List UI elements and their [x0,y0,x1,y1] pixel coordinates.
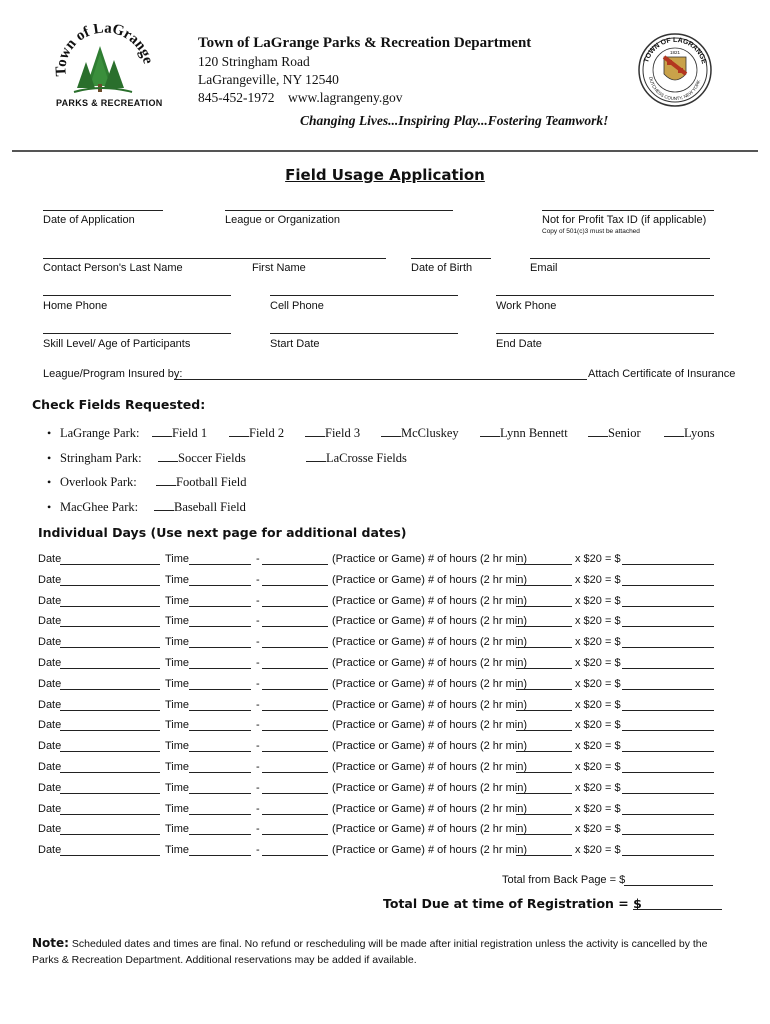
time-start-input[interactable] [189,606,251,607]
bullet-icon: • [47,475,52,489]
time-end-input[interactable] [262,793,328,794]
time-start-input[interactable] [189,564,251,565]
tax-id-note: Copy of 501(c)3 must be attached [542,228,640,235]
time-end-input[interactable] [262,814,328,815]
time-end-input[interactable] [262,751,328,752]
dash: - [256,823,260,836]
date-label: Date [38,802,62,815]
department-title: Town of LaGrange Parks & Recreation Department [198,35,532,51]
field-option[interactable] [381,426,459,441]
hours-input[interactable] [516,647,572,648]
practice-game-label: (Practice or Game) # of hours (2 hr min) [332,823,528,836]
field-option-label: McCluskey [401,426,459,440]
time-label: Time [165,573,190,586]
field-option[interactable] [588,426,641,441]
time-end-input[interactable] [262,710,328,711]
date-label: Date [38,761,62,773]
field-option-label: Lynn Bennett [500,426,568,440]
first-name-label: First Name [252,262,306,274]
checkbox-blank[interactable] [588,426,608,437]
tagline: Changing Lives...Inspiring Play...Fostering Teamwork! [300,113,609,128]
time-end-input[interactable] [262,564,328,565]
field-option-label: Field 2 [249,426,285,440]
field-option-label: Soccer Fields [178,451,246,465]
amount-input[interactable] [622,689,714,690]
date-of-application-field[interactable] [43,210,163,211]
email-field[interactable] [530,258,710,259]
time-end-input[interactable] [262,585,328,586]
field-option-label: Senior [608,426,641,440]
date-label: Date [38,615,62,628]
practice-game-label: (Practice or Game) # of hours (2 hr min) [332,615,528,628]
time-end-input[interactable] [262,855,328,856]
date-input[interactable] [60,710,160,711]
date-input[interactable] [60,689,160,690]
amount-input[interactable] [622,668,714,669]
email-label: Email [530,262,558,274]
amount-input[interactable] [622,585,714,586]
total-back-page-label: Total from Back Page = $ [502,874,626,886]
logo-arc-text: Town of LaGrang [53,24,152,77]
hours-input[interactable] [516,772,572,773]
seal-top-text: TOWN OF LAGRANGE [643,36,708,65]
date-label: Date [38,698,62,711]
bullet-icon: • [47,451,52,465]
end-date-label: End Date [496,338,542,350]
time-start-input[interactable] [189,855,251,856]
field-option-label: Lyons [684,426,715,440]
time-end-input[interactable] [262,626,328,627]
amount-input[interactable] [622,606,714,607]
amount-input[interactable] [622,814,714,815]
phone-website: 845-452-1972 www.lagrangeny.gov [198,90,403,105]
time-end-input[interactable] [262,772,328,773]
rate-label: x $20 = $ [575,802,621,815]
dash: - [256,657,260,669]
day-row [38,574,728,588]
amount-input[interactable] [622,564,714,565]
amount-input[interactable] [622,793,714,794]
amount-input[interactable] [622,710,714,711]
date-label: Date [38,781,62,794]
address-line-2: LaGrangeville, NY 12540 [198,72,339,87]
time-start-input[interactable] [189,647,251,648]
header-divider [12,150,758,152]
field-option-label: Baseball Field [174,500,246,514]
logo-subtitle: PARKS & RECREATION [56,98,163,108]
park-name: Stringham Park: [60,451,142,465]
practice-game-label: (Practice or Game) # of hours (2 hr min) [332,844,528,857]
end-date-field[interactable] [496,333,714,334]
date-label: Date [38,823,62,836]
rate-label: x $20 = $ [575,615,621,628]
cell-phone-label: Cell Phone [270,300,324,312]
seal-year: 1821 [669,50,681,55]
date-input[interactable] [60,751,160,752]
form-title: Field Usage Application [285,166,485,184]
work-phone-field[interactable] [496,295,714,296]
tax-id-field[interactable] [542,210,714,211]
practice-game-label: (Practice or Game) # of hours (2 hr min) [332,677,528,690]
time-label: Time [165,761,190,773]
date-label: Date [38,844,62,857]
cell-phone-field[interactable] [270,295,458,296]
day-row [38,740,728,754]
time-end-input[interactable] [262,668,328,669]
total-due-label: Total Due at time of Registration = $ [383,896,642,911]
hours-input[interactable] [516,710,572,711]
checkbox-blank[interactable] [664,426,684,437]
contact-name-field[interactable] [43,258,386,259]
date-of-application-label: Date of Application [43,214,135,226]
field-option-label: Football Field [176,475,247,489]
league-organization-label: League or Organization [225,214,340,226]
time-label: Time [165,553,190,565]
time-end-input[interactable] [262,730,328,731]
time-end-input[interactable] [262,647,328,648]
date-input[interactable] [60,564,160,565]
note [32,935,722,968]
dash: - [256,719,260,732]
practice-game-label: (Practice or Game) # of hours (2 hr min) [332,594,528,607]
time-label: Time [165,781,190,794]
dash: - [256,553,260,565]
park-name: MacGhee Park: [60,500,139,514]
hours-input[interactable] [516,834,572,835]
home-phone-field[interactable] [43,295,231,296]
day-row [38,761,728,775]
date-label: Date [38,636,62,649]
day-row [38,678,728,692]
date-input[interactable] [60,606,160,607]
rate-label: x $20 = $ [575,677,621,690]
checkbox-blank[interactable] [305,426,325,437]
rate-label: x $20 = $ [575,636,621,649]
amount-input[interactable] [622,751,714,752]
tax-id-label: Not for Profit Tax ID (if applicable) [542,214,707,226]
league-organization-field[interactable] [225,210,453,211]
practice-game-label: (Practice or Game) # of hours (2 hr min) [332,553,528,565]
total-due-field[interactable] [633,909,722,910]
rate-label: x $20 = $ [575,719,621,732]
field-option[interactable] [305,426,360,441]
amount-input[interactable] [622,647,714,648]
field-option-label: Field 3 [325,426,361,440]
day-row [38,719,728,733]
date-label: Date [38,719,62,732]
date-input[interactable] [60,647,160,648]
date-label: Date [38,657,62,669]
skill-level-field[interactable] [43,333,231,334]
bullet-icon: • [47,426,52,440]
day-row [38,782,728,796]
date-input[interactable] [60,793,160,794]
hours-input[interactable] [516,689,572,690]
practice-game-label: (Practice or Game) # of hours (2 hr min) [332,719,528,732]
date-input[interactable] [60,668,160,669]
day-row [38,553,728,567]
hours-input[interactable] [516,814,572,815]
field-option[interactable] [664,426,715,441]
rate-label: x $20 = $ [575,594,621,607]
rate-label: x $20 = $ [575,844,621,857]
time-label: Time [165,719,190,732]
hours-input[interactable] [516,585,572,586]
time-end-input[interactable] [262,606,328,607]
date-label: Date [38,594,62,607]
dash: - [256,615,260,628]
dob-label: Date of Birth [411,262,473,274]
note-label: Note: [32,936,69,950]
check-fields-heading: Check Fields Requested: [32,397,206,412]
time-label: Time [165,844,190,857]
day-row [38,595,728,609]
day-row [38,823,728,837]
date-input[interactable] [60,626,160,627]
time-label: Time [165,698,190,711]
checkbox-blank[interactable] [156,475,176,486]
hours-input[interactable] [516,751,572,752]
total-back-page-field[interactable] [624,885,713,886]
amount-input[interactable] [622,772,714,773]
dash: - [256,802,260,815]
dash: - [256,761,260,773]
date-input[interactable] [60,772,160,773]
time-label: Time [165,823,190,836]
town-seal [637,32,713,108]
attach-certificate-label: Attach Certificate of Insurance [588,368,736,380]
checkbox-blank[interactable] [229,426,249,437]
practice-game-label: (Practice or Game) # of hours (2 hr min) [332,740,528,753]
bullet-icon: • [47,500,52,514]
dash: - [256,740,260,753]
rate-label: x $20 = $ [575,657,621,669]
time-start-input[interactable] [189,668,251,669]
dash: - [256,636,260,649]
date-label: Date [38,553,62,565]
dash: - [256,781,260,794]
insured-by-field[interactable] [174,379,587,380]
park-name: Overlook Park: [60,475,137,489]
park-name: LaGrange Park: [60,426,140,440]
hours-input[interactable] [516,855,572,856]
field-option[interactable] [480,426,568,441]
hours-input[interactable] [516,793,572,794]
dash: - [256,573,260,586]
rate-label: x $20 = $ [575,698,621,711]
start-date-label: Start Date [270,338,320,350]
checkbox-blank[interactable] [154,500,174,511]
practice-game-label: (Practice or Game) # of hours (2 hr min) [332,636,528,649]
time-start-input[interactable] [189,834,251,835]
time-start-input[interactable] [189,730,251,731]
individual-days-heading: Individual Days (Use next page for additional dates) [38,525,407,540]
time-start-input[interactable] [189,710,251,711]
time-start-input[interactable] [189,689,251,690]
dob-field[interactable] [411,258,491,259]
parks-recreation-logo [52,24,163,114]
date-input[interactable] [60,585,160,586]
date-label: Date [38,677,62,690]
hours-input[interactable] [516,626,572,627]
date-label: Date [38,740,62,753]
field-option[interactable] [229,426,284,441]
checkbox-blank[interactable] [480,426,500,437]
time-end-input[interactable] [262,834,328,835]
field-option-label: Field 1 [172,426,208,440]
skill-level-label: Skill Level/ Age of Participants [43,338,191,350]
day-row [38,803,728,817]
day-row [38,615,728,629]
last-name-label: Contact Person's Last Name [43,262,183,274]
time-end-input[interactable] [262,689,328,690]
practice-game-label: (Practice or Game) # of hours (2 hr min) [332,698,528,711]
practice-game-label: (Practice or Game) # of hours (2 hr min) [332,781,528,794]
dash: - [256,677,260,690]
time-label: Time [165,594,190,607]
time-start-input[interactable] [189,585,251,586]
date-input[interactable] [60,834,160,835]
time-start-input[interactable] [189,793,251,794]
dash: - [256,594,260,607]
dash: - [256,844,260,857]
hours-input[interactable] [516,730,572,731]
field-option-label: LaCrosse Fields [326,451,407,465]
rate-label: x $20 = $ [575,573,621,586]
time-label: Time [165,740,190,753]
rate-label: x $20 = $ [575,781,621,794]
amount-input[interactable] [622,834,714,835]
field-option[interactable] [156,475,247,490]
checkbox-blank[interactable] [306,451,326,462]
time-label: Time [165,615,190,628]
time-start-input[interactable] [189,814,251,815]
rate-label: x $20 = $ [575,823,621,836]
hours-input[interactable] [516,606,572,607]
time-label: Time [165,657,190,669]
work-phone-label: Work Phone [496,300,557,312]
insured-by-label: League/Program Insured by: [43,368,183,380]
field-option[interactable] [306,451,407,466]
practice-game-label: (Practice or Game) # of hours (2 hr min) [332,761,528,773]
time-start-input[interactable] [189,772,251,773]
rate-label: x $20 = $ [575,553,621,565]
home-phone-label: Home Phone [43,300,108,312]
practice-game-label: (Practice or Game) # of hours (2 hr min) [332,657,528,669]
day-row [38,844,728,858]
time-label: Time [165,802,190,815]
day-row [38,699,728,713]
amount-input[interactable] [622,626,714,627]
checkbox-blank[interactable] [152,426,172,437]
time-label: Time [165,636,190,649]
note-text: Scheduled dates and times are final. No refund or rescheduling will be made after initial registration unless the activity is cancelled by the Parks & Recreation Department. Additional reservations may be added if available. [32,938,708,966]
time-start-input[interactable] [189,626,251,627]
day-row [38,636,728,650]
date-input[interactable] [60,814,160,815]
hours-input[interactable] [516,564,572,565]
practice-game-label: (Practice or Game) # of hours (2 hr min) [332,802,528,815]
field-option[interactable] [152,426,207,441]
checkbox-blank[interactable] [158,451,178,462]
amount-input[interactable] [622,730,714,731]
practice-game-label: (Practice or Game) # of hours (2 hr min) [332,573,528,586]
date-input[interactable] [60,855,160,856]
start-date-field[interactable] [270,333,458,334]
seal-bottom-text: DUTCHESS COUNTY, NEW YORK [648,76,702,102]
amount-input[interactable] [622,855,714,856]
date-input[interactable] [60,730,160,731]
time-label: Time [165,677,190,690]
date-label: Date [38,573,62,586]
checkbox-blank[interactable] [381,426,401,437]
time-start-input[interactable] [189,751,251,752]
field-option[interactable] [154,500,246,515]
field-option[interactable] [158,451,246,466]
rate-label: x $20 = $ [575,740,621,753]
hours-input[interactable] [516,668,572,669]
rate-label: x $20 = $ [575,761,621,773]
address-line-1: 120 Stringham Road [198,54,310,69]
day-row [38,657,728,671]
dash: - [256,698,260,711]
